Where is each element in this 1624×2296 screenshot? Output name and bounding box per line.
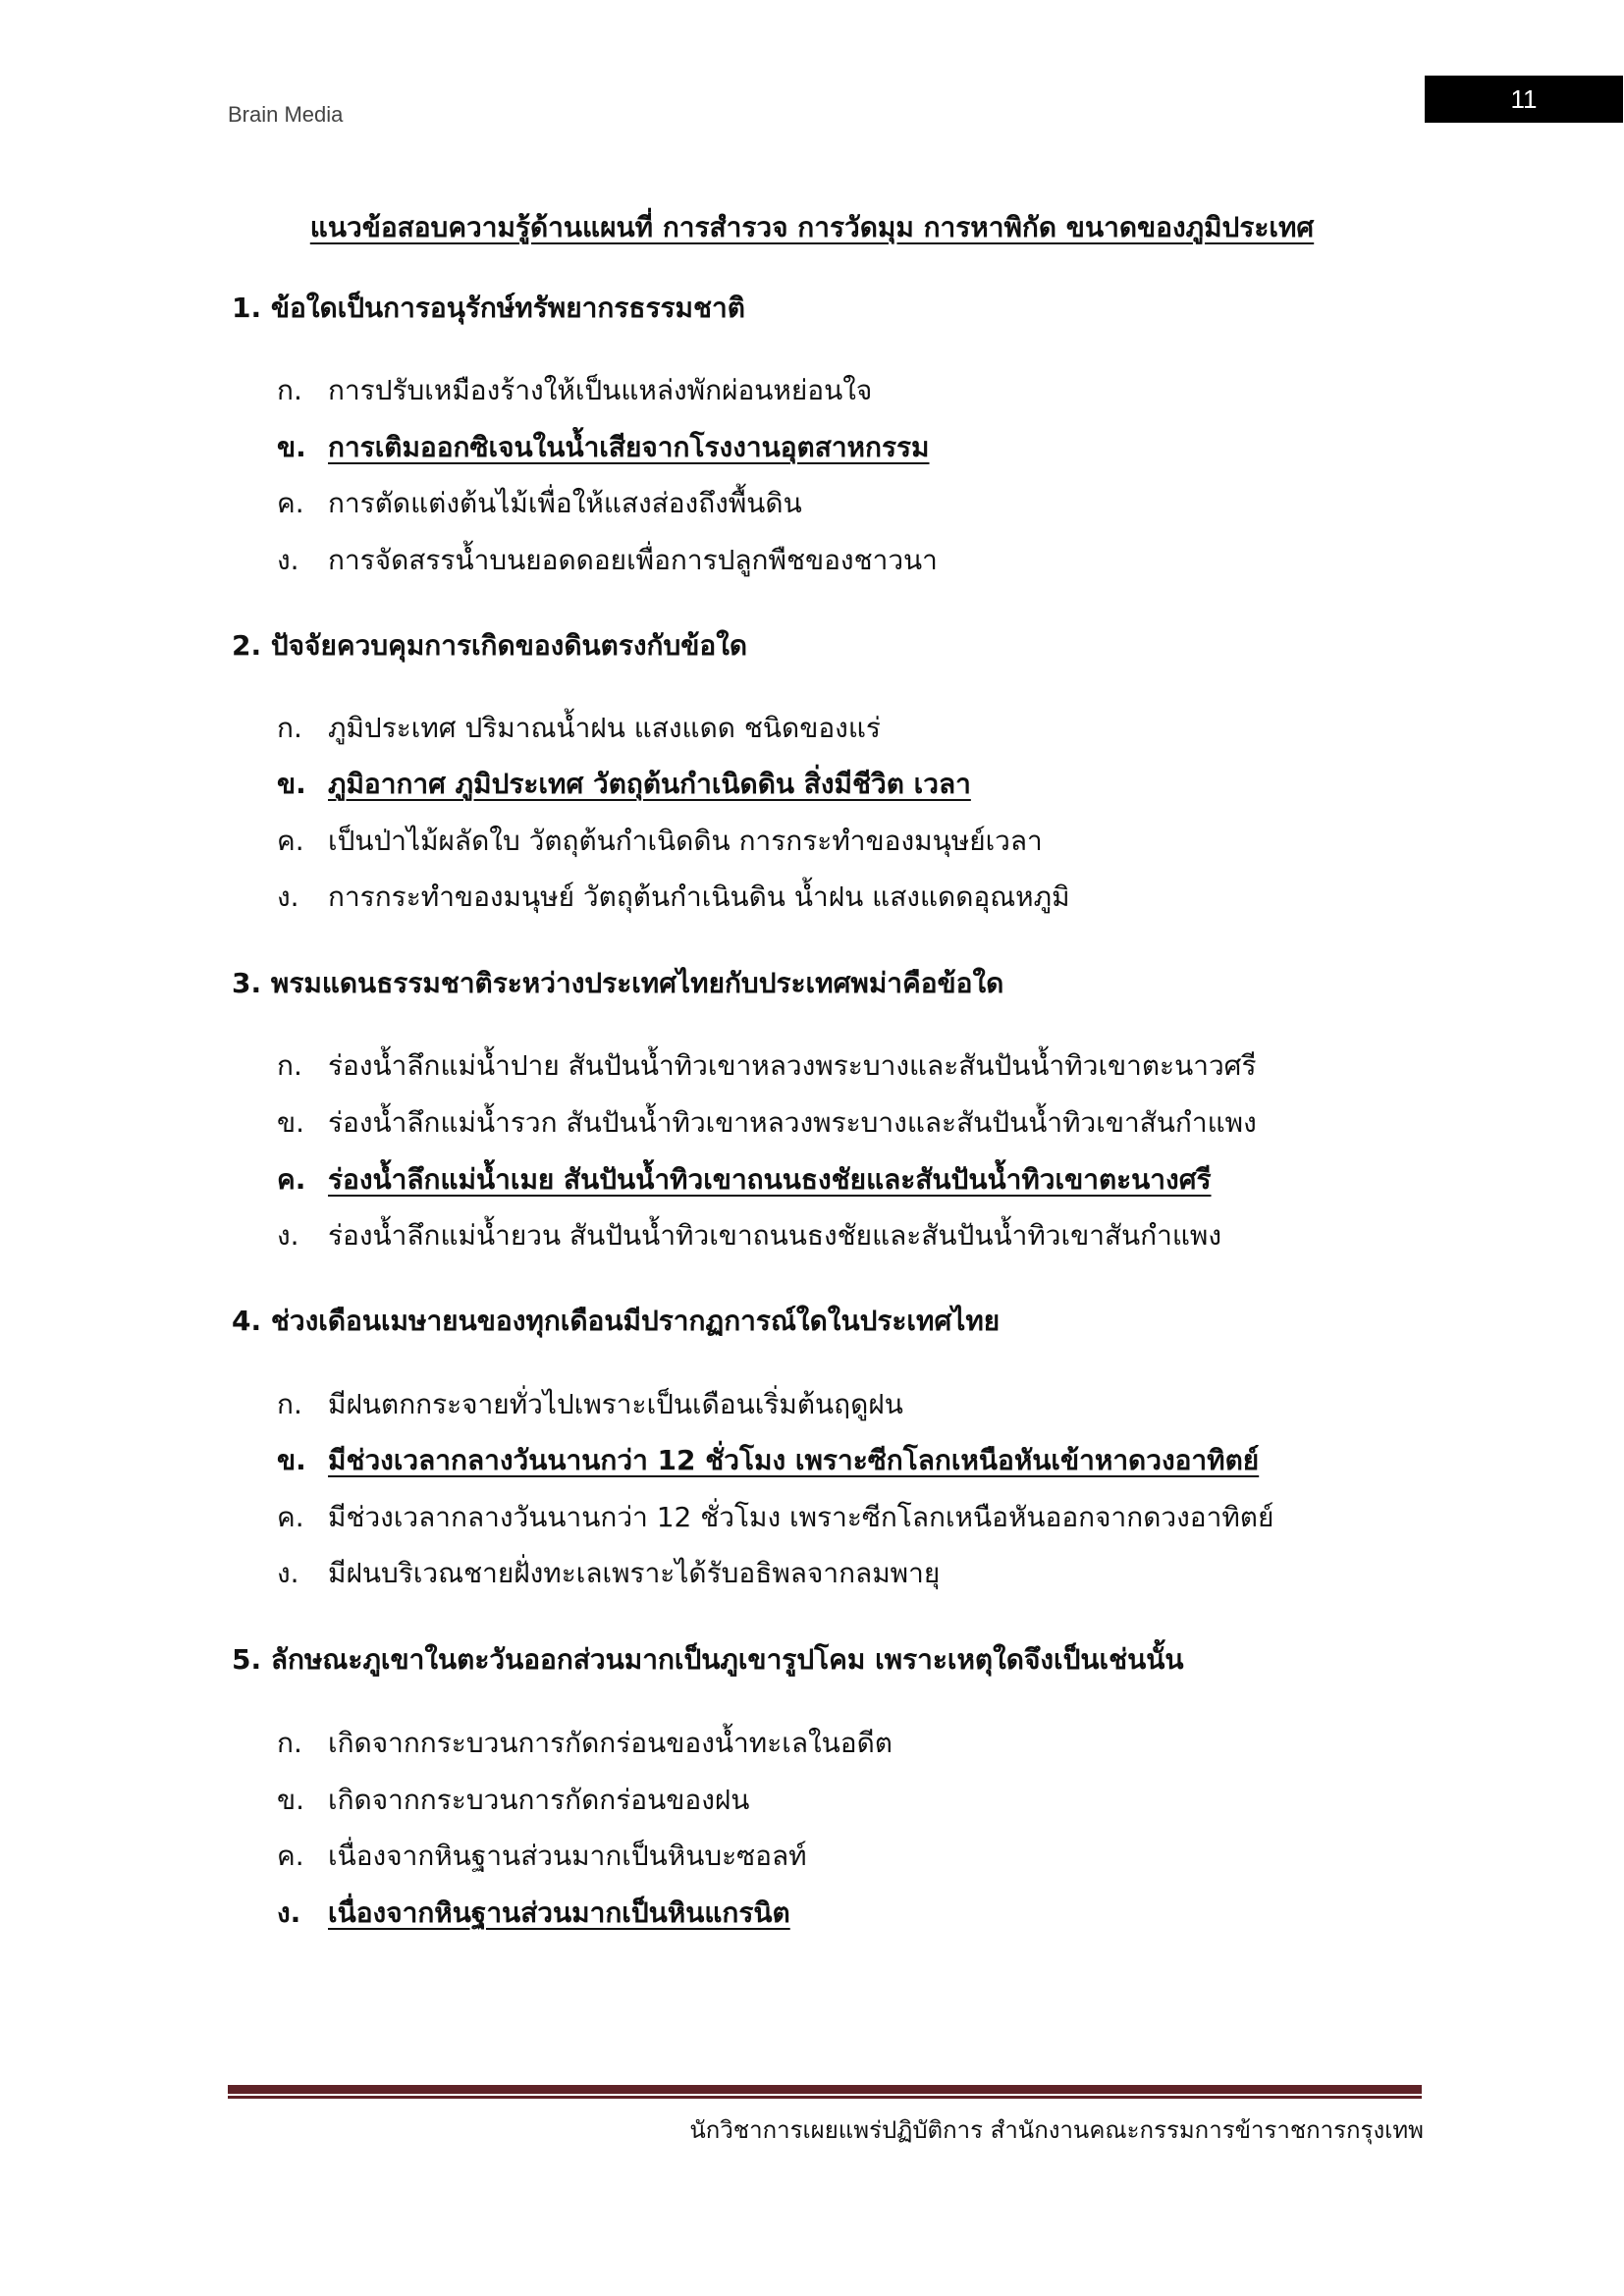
footer-text: นักวิชาการเผยแพร่ปฏิบัติการ สำนักงานคณะกรรมการข้าราชการกรุงเทพ [689, 2116, 1424, 2144]
option-text: มีช่วงเวลากลางวันนานกว่า 12 ชั่วโมง เพราะซีกโลกเหนือหันออกจากดวงอาทิตย์ [328, 1501, 1274, 1533]
option-1c [277, 482, 802, 525]
option-text: เป็นป่าไม้ผลัดใบ วัตถุต้นกำเนิดดิน การกระทำของมนุษย์เวลา [328, 825, 1043, 857]
option-letter: ข. [277, 768, 306, 800]
option-letter: ก. [277, 1049, 302, 1082]
question-4: 4. ช่วงเดือนเมษายนของทุกเดือนมีปรากฏการณ์ใดในประเทศไทย [232, 1305, 1001, 1337]
option-letter: ข. [277, 431, 306, 463]
option-letter: ง. [277, 1219, 299, 1252]
option-2c [277, 820, 1043, 863]
option-text: มีช่วงเวลากลางวันนานกว่า 12 ชั่วโมง เพราะซีกโลกเหนือหันเข้าหาดวงอาทิตย์ [328, 1444, 1260, 1476]
option-letter: ก. [277, 374, 302, 406]
option-3c-correct [277, 1158, 1212, 1201]
option-text: การจัดสรรน้ำบนยอดดอยเพื่อการปลูกพืชของชาวนา [328, 544, 938, 576]
option-1b-correct [277, 426, 930, 469]
option-letter: ค. [277, 487, 304, 519]
option-letter: ก. [277, 1388, 302, 1420]
option-1a [277, 369, 872, 412]
option-text: เกิดจากกระบวนการกัดกร่อนของฝน [328, 1784, 750, 1816]
option-2b-correct [277, 763, 971, 806]
option-text: การกระทำของมนุษย์ วัตถุต้นกำเนินดิน น้ำฝน แสงแดดอุณหภูมิ [328, 881, 1070, 913]
option-letter: ก. [277, 712, 302, 744]
option-letter: ง. [277, 1896, 301, 1929]
question-3: 3. พรมแดนธรรมชาติระหว่างประเทศไทยกับประเทศพม่าคือข้อใด [232, 967, 1004, 999]
option-letter: ข. [277, 1444, 306, 1476]
option-text: ร่องน้ำลึกแม่น้ำยวน สันปันน้ำทิวเขาถนนธงชัยและสันปันน้ำทิวเขาสันกำแพง [328, 1219, 1222, 1252]
option-4d [277, 1552, 940, 1595]
page-number: 11 [1425, 76, 1623, 123]
option-2a [277, 707, 881, 750]
option-text: เนื่องจากหินฐานส่วนมากเป็นหินบะซอลท์ [328, 1840, 807, 1872]
option-4b-correct [277, 1439, 1259, 1482]
option-letter: ข. [277, 1106, 305, 1139]
option-letter: ค. [277, 1163, 306, 1196]
option-5b [277, 1779, 749, 1822]
option-text: เนื่องจากหินฐานส่วนมากเป็นหินแกรนิต [328, 1896, 790, 1929]
option-3b [277, 1101, 1257, 1145]
option-letter: ค. [277, 825, 304, 857]
option-4c [277, 1496, 1273, 1539]
option-1d [277, 539, 938, 582]
question-2: 2. ปัจจัยควบคุมการเกิดของดินตรงกับข้อใด [232, 629, 748, 662]
option-text: เกิดจากกระบวนการกัดกร่อนของน้ำทะเลในอดีต [328, 1727, 893, 1759]
page-title [0, 206, 1624, 249]
option-letter: ก. [277, 1727, 302, 1759]
option-letter: ข. [277, 1784, 305, 1816]
option-letter: ง. [277, 1557, 299, 1589]
page-title-text: แนวข้อสอบความรู้ด้านแผนที่ การสำรวจ การวัดมุม การหาพิกัด ขนาดของภูมิประเทศ [309, 211, 1315, 243]
option-text: ร่องน้ำลึกแม่น้ำเมย สันปันน้ำทิวเขาถนนธงชัยและสันปันน้ำทิวเขาตะนางศรี [328, 1163, 1212, 1196]
option-text: ร่องน้ำลึกแม่น้ำรวก สันปันน้ำทิวเขาหลวงพระบางและสันปันน้ำทิวเขาสันกำแพง [328, 1106, 1257, 1139]
option-text: มีฝนตกกระจายทั่วไปเพราะเป็นเดือนเริ่มต้นฤดูฝน [328, 1388, 903, 1420]
option-letter: ค. [277, 1840, 304, 1872]
option-text: ภูมิอากาศ ภูมิประเทศ วัตถุต้นกำเนิดดิน สิ่งมีชีวิต เวลา [328, 768, 971, 800]
option-text: การเติมออกซิเจนในน้ำเสียจากโรงงานอุตสาหกรรม [328, 431, 930, 463]
option-5c [277, 1835, 807, 1878]
option-2d [277, 876, 1070, 919]
option-3d [277, 1214, 1221, 1257]
footer-rule-thin [228, 2096, 1422, 2099]
option-text: การตัดแต่งต้นไม้เพื่อให้แสงส่องถึงพื้นดิน [328, 487, 802, 519]
option-text: มีฝนบริเวณชายฝั่งทะเลเพราะได้รับอธิพลจากลมพายุ [328, 1557, 941, 1589]
option-letter: ค. [277, 1501, 304, 1533]
question-1: 1. ข้อใดเป็นการอนุรักษ์ทรัพยากรธรรมชาติ [232, 292, 745, 324]
brand-label: Brain Media [228, 102, 344, 127]
option-text: ภูมิประเทศ ปริมาณน้ำฝน แสงแดด ชนิดของแร่ [328, 712, 881, 744]
option-4a [277, 1383, 903, 1426]
option-5d-correct [277, 1892, 790, 1935]
option-text: ร่องน้ำลึกแม่น้ำปาย สันปันน้ำทิวเขาหลวงพระบางและสันปันน้ำทิวเขาตะนาวศรี [328, 1049, 1257, 1082]
question-5: 5. ลักษณะภูเขาในตะวันออกส่วนมากเป็นภูเขารูปโคม เพราะเหตุใดจึงเป็นเช่นนั้น [232, 1643, 1184, 1676]
option-text: การปรับเหมืองร้างให้เป็นแหล่งพักผ่อนหย่อนใจ [328, 374, 873, 406]
option-3a [277, 1044, 1257, 1088]
footer-rule-thick [228, 2085, 1422, 2094]
option-letter: ง. [277, 881, 299, 913]
option-letter: ง. [277, 544, 299, 576]
option-5a [277, 1722, 893, 1765]
